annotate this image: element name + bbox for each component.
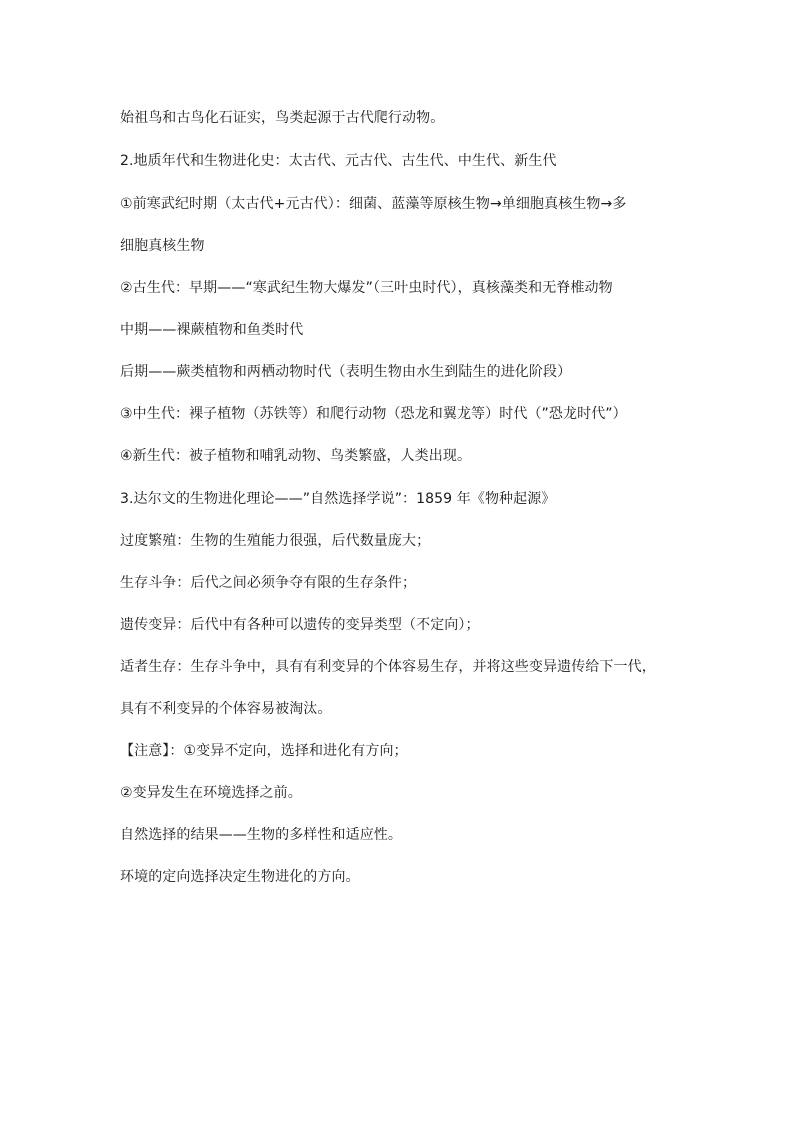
text-line-15: 具有不利变异的个体容易被淘汰。	[120, 701, 332, 717]
text-line-7: 后期——蕨类植物和两栖动物时代（表明生物由水生到陆生的进化阶段）	[120, 364, 572, 380]
text-line-5: ②古生代：早期——“寒武纪生物大爆发”（三叶虫时代），真核藻类和无脊椎动物	[120, 280, 613, 296]
text-line-3: ①前寒武纪时期（太古代+元古代）：细菌、蓝藻等原核生物→单细胞真核生物→多	[120, 196, 627, 212]
text-line-10: 3.达尔文的生物进化理论——”自然选择学说”：1859 年《物种起源》	[120, 491, 556, 507]
text-line-2: 2.地质年代和生物进化史：太古代、元古代、古生代、中生代、新生代	[120, 153, 557, 169]
text-line-16: 【注意】：①变异不定向，选择和进化有方向；	[120, 743, 408, 759]
text-line-12: 生存斗争：后代之间必须争夺有限的生存条件；	[120, 575, 417, 591]
text-line-17: ②变异发生在环境选择之前。	[120, 785, 302, 801]
text-line-14: 适者生存：生存斗争中，具有有利变异的个体容易生存，并将这些变异遗传给下一代，	[120, 659, 656, 675]
text-line-13: 遗传变异：后代中有各种可以遗传的变异类型（不定向）；	[120, 617, 480, 633]
text-line-6: 中期——裸蕨植物和鱼类时代	[120, 322, 304, 338]
text-line-4: 细胞真核生物	[120, 238, 205, 254]
text-line-18: 自然选择的结果——生物的多样性和适应性。	[120, 827, 402, 843]
text-line-9: ④新生代：被子植物和哺乳动物、鸟类繁盛，人类出现。	[120, 448, 472, 464]
text-line-8: ③中生代：裸子植物（苏铁等）和爬行动物（恐龙和翼龙等）时代（”恐龙时代”）	[120, 406, 627, 422]
text-line-19: 环境的定向选择决定生物进化的方向。	[120, 869, 360, 885]
text-line-1: 始祖鸟和古鸟化石证实，鸟类起源于古代爬行动物。	[120, 110, 445, 126]
text-line-11: 过度繁殖：生物的生殖能力很强，后代数量庞大；	[120, 533, 431, 549]
